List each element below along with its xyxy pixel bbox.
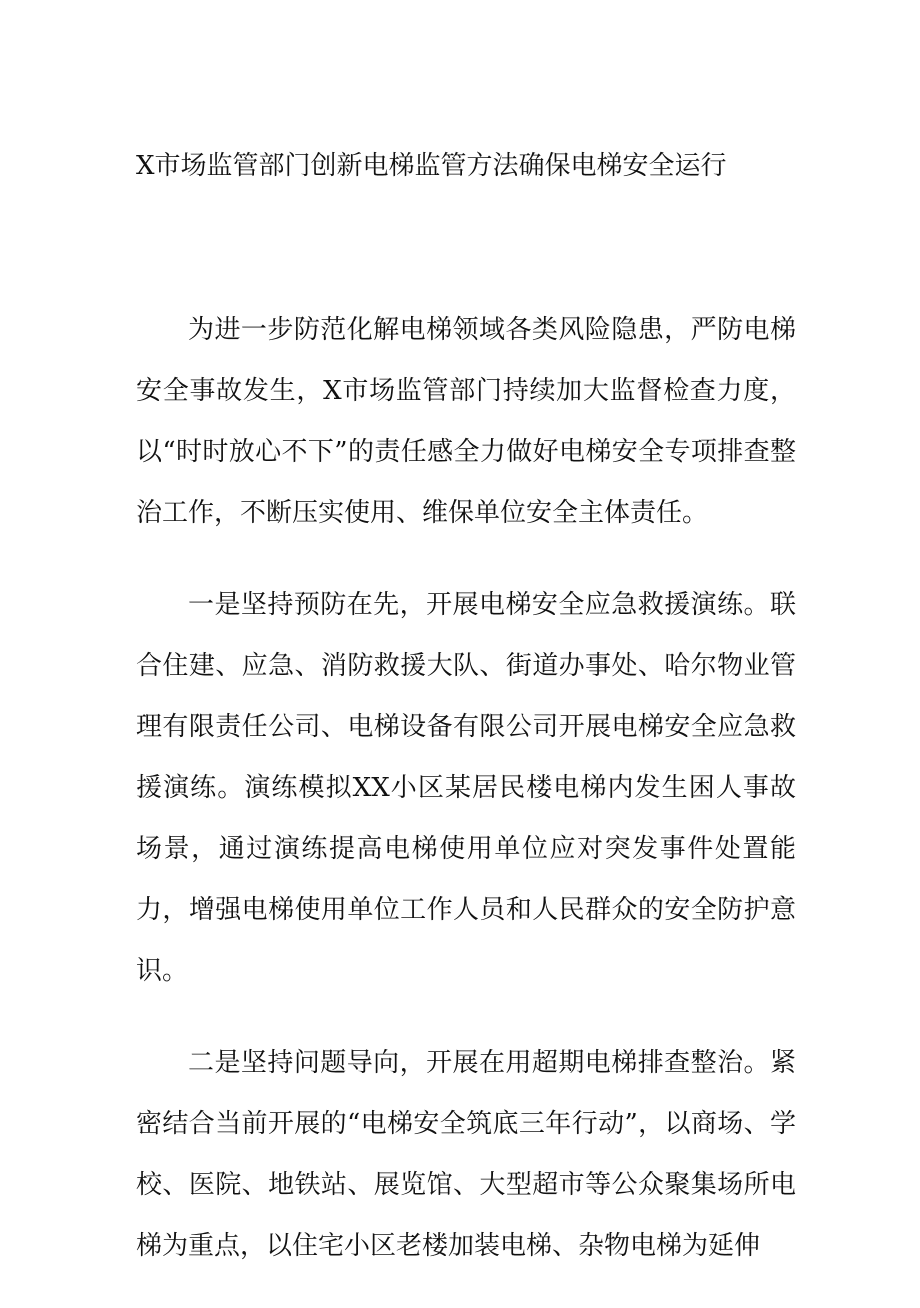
document-body (136, 300, 796, 1308)
paragraph-point-two: 二是坚持问题导向，开展在用超期电梯排查整治。紧密结合当前开展的“电梯安全筑底三年行动”，以商场、学校、医院、地铁站、展览馆、大型超市等公众聚集场所电梯为重点，以住宅小区老楼加装电梯、杂物电梯为延伸 (136, 1048, 796, 1261)
document-title: X市场监管部门创新电梯监管方法确保电梯安全运行 (136, 151, 727, 181)
paragraph-intro: 为进一步防范化解电梯领域各类风险隐患，严防电梯安全事故发生，X市场监管部门持续加大监督检查力度，以“时时放心不下”的责任感全力做好电梯安全专项排查整治工作，不断压实使用、维保单位安全主体责任。 (136, 315, 796, 528)
paragraph-point-one: 一是坚持预防在先，开展电梯安全应急救援演练。联合住建、应急、消防救援大队、街道办事处、哈尔物业管理有限责任公司、电梯设备有限公司开展电梯安全应急救援演练。演练模拟XX小区某居民楼电梯内发生困人事故场景，通过演练提高电梯使用单位应对突发事件处置能力，增强电梯使用单位工作人员和人民群众的安全防护意识。 (136, 590, 796, 986)
